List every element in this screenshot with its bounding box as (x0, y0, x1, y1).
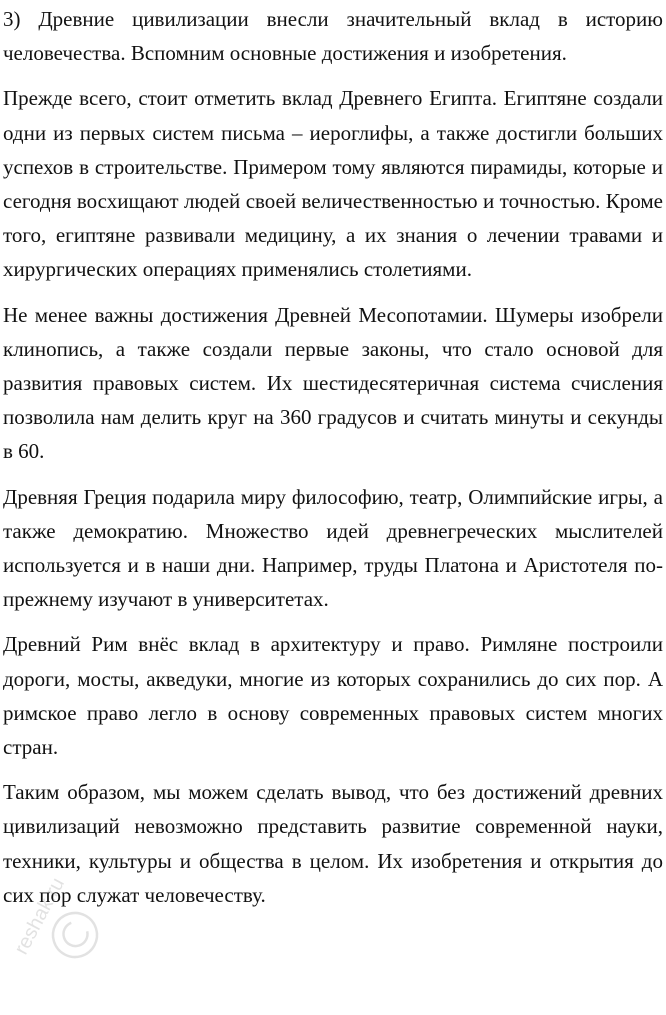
paragraph-conclusion: Таким образом, мы можем сделать вывод, что без достижений древних цивилизаций невозможно представить развитие современной науки, техники, культуры и общества в целом. Их изобретения и открытия до сих пор служат человечеству. (3, 780, 663, 907)
svg-text:reshak.ru: reshak.ru (10, 874, 69, 959)
document-body (3, 0, 663, 923)
paragraph-greece: Древняя Греция подарила миру философию, театр, Олимпийские игры, а также демократию. Множество идей древнегреческих мыслителей используется и в наши дни. Например, труды Платона и Аристотеля по-прежнему изучают в университетах. (3, 484, 663, 612)
paragraph-mesopotamia: Не менее важны достижения Древней Месопотамии. Шумеры изобрели клинопись, а также создали первые законы, что стало основой для развития правовых систем. Их шестидесятеричная система счисления позволила нам делить круг на 360 градусов и считать минуты и секунды в 60. (3, 302, 663, 464)
paragraph-rome: Древний Рим внёс вклад в архитектуру и право. Римляне построили дороги, мосты, акведуки, многие из которых сохранились до сих пор. А римское право легло в основу современных правовых систем многих стран. (3, 632, 663, 760)
paragraph-intro: 3) Древние цивилизации внесли значительный вклад в историю человечества. Вспомним основные достижения и изобретения. (3, 7, 663, 66)
paragraph-egypt: Прежде всего, стоит отметить вклад Древнего Египта. Египтяне создали одни из первых систем письма – иероглифы, а также достигли больших успехов в строительстве. Примером тому являются пирамиды, которые и сегодня восхищают людей своей величественностью и точностью. Кроме того, египтяне развивали медицину, а их знания о лечении травами и хирургических операциях применялись столетиями. (3, 86, 663, 282)
